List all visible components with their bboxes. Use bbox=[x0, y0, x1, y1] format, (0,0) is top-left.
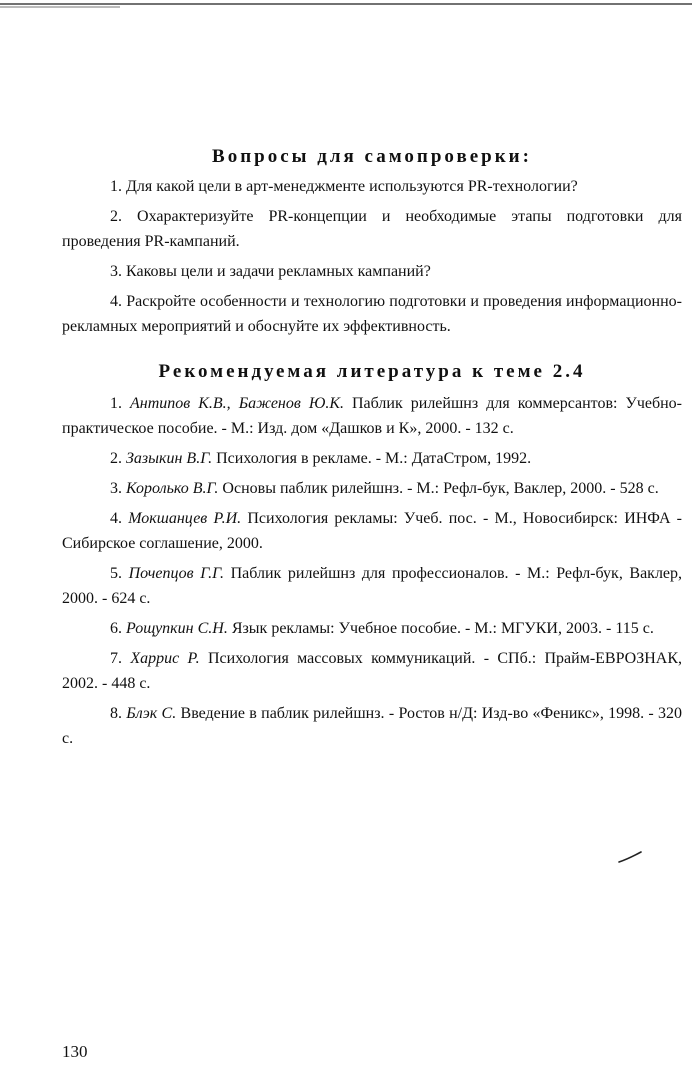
literature-heading: Рекомендуемая литература к теме 2.4 bbox=[158, 361, 586, 382]
literature-author: Харрис Р. bbox=[130, 650, 200, 667]
literature-author: Антипов К.В., Баженов Ю.К. bbox=[130, 395, 344, 412]
literature-number: 2. bbox=[110, 450, 122, 467]
literature-item bbox=[62, 391, 682, 441]
literature-list bbox=[62, 391, 682, 751]
literature-number: 3. bbox=[110, 480, 122, 497]
literature-author: Мокшанцев Р.И. bbox=[128, 510, 242, 527]
literature-text: Основы паблик рилейшнз. - М.: Рефл-бук, Ваклер, 2000. - 528 с. bbox=[222, 480, 659, 497]
pen-stroke-mark bbox=[618, 850, 642, 864]
literature-text: Психология массовых коммуникаций. - СПб.: Прайм-ЕВРОЗНАК, 2002. - 448 с. bbox=[62, 650, 683, 692]
literature-number: 6. bbox=[110, 620, 122, 637]
top-edge-rule bbox=[0, 0, 692, 10]
questions-heading: Вопросы для самопроверки: bbox=[212, 146, 532, 167]
literature-text: Паблик рилейшнз для коммерсантов: Учебно-практическое пособие. - М.: Изд. дом «Дашков и К», 2000. - 132 с. bbox=[62, 395, 682, 437]
literature-author: Королько В.Г. bbox=[126, 480, 219, 497]
page-number: 130 bbox=[62, 1042, 88, 1061]
literature-number: 7. bbox=[110, 650, 122, 667]
literature-item bbox=[62, 616, 682, 641]
literature-author: Рощупкин С.Н. bbox=[126, 620, 228, 637]
question-item: 4. Раскройте особенности и технологию подготовки и проведения информационно-рекламных мероприятий и обоснуйте их эффективность. bbox=[62, 293, 682, 335]
literature-number: 8. bbox=[110, 705, 122, 722]
literature-item bbox=[62, 446, 682, 471]
question-item: 3. Каковы цели и задачи рекламных кампаний? bbox=[110, 263, 431, 280]
question-item: 2. Охарактеризуйте PR-концепции и необходимые этапы подготовки для проведения PR-кампаний. bbox=[62, 208, 682, 250]
literature-number: 1. bbox=[110, 395, 122, 412]
literature-author: Зазыкин В.Г. bbox=[126, 450, 213, 467]
questions-list bbox=[62, 174, 682, 339]
literature-author: Блэк С. bbox=[126, 705, 177, 722]
question-item: 1. Для какой цели в арт-менеджменте используются PR-технологии? bbox=[110, 178, 578, 195]
literature-item bbox=[62, 701, 682, 751]
literature-item bbox=[62, 646, 682, 696]
literature-author: Почепцов Г.Г. bbox=[128, 565, 224, 582]
literature-text: Психология в рекламе. - М.: ДатаСтром, 1992. bbox=[216, 450, 532, 467]
literature-text: Паблик рилейшнз для профессионалов. - М.: Рефл-бук, Ваклер, 2000. - 624 с. bbox=[62, 565, 683, 607]
literature-number: 5. bbox=[110, 565, 122, 582]
literature-item bbox=[62, 506, 682, 556]
literature-text: Язык рекламы: Учебное пособие. - М.: МГУКИ, 2003. - 115 с. bbox=[231, 620, 654, 637]
literature-number: 4. bbox=[110, 510, 122, 527]
page-content bbox=[62, 142, 682, 756]
literature-item bbox=[62, 561, 682, 611]
literature-item bbox=[62, 476, 682, 501]
literature-text: Введение в паблик рилейшнз. - Ростов н/Д: Изд-во «Феникс», 1998. - 320 с. bbox=[62, 705, 683, 747]
literature-text: Психология рекламы: Учеб. пос. - М., Новосибирск: ИНФА - Сибирское соглашение, 2000. bbox=[62, 510, 683, 552]
